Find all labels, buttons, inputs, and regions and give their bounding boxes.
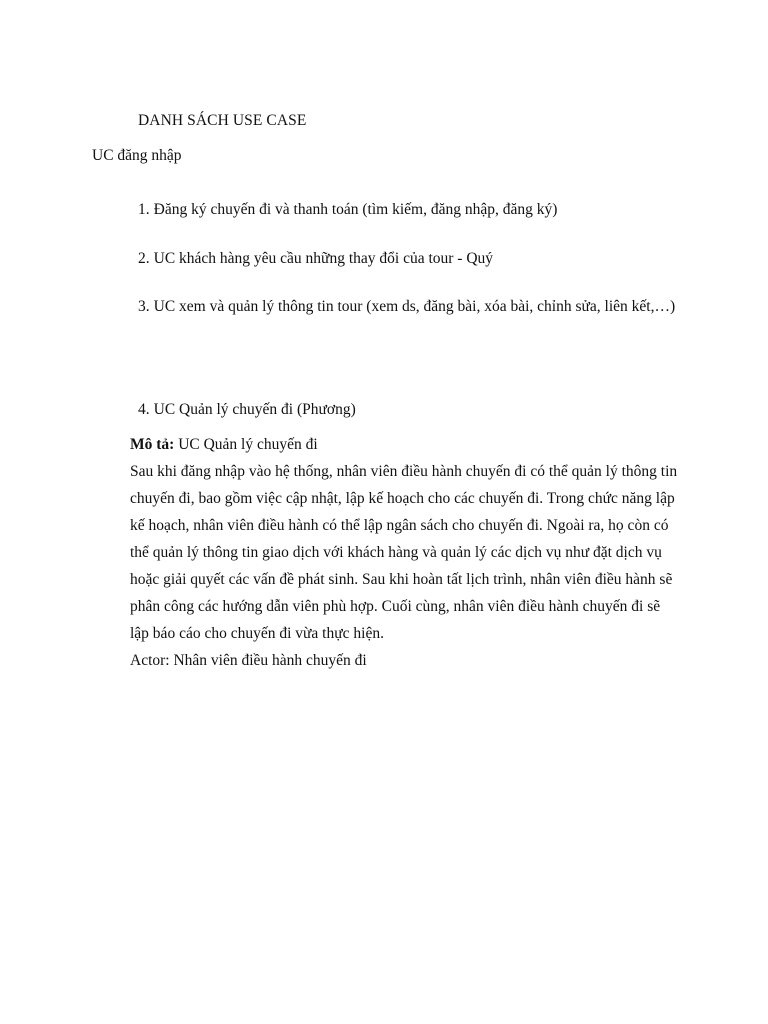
use-case-number: 1.	[138, 201, 150, 218]
subheading-login-uc: UC đăng nhập	[92, 147, 182, 164]
description-label: Mô tả:	[130, 436, 175, 453]
use-case-item-2	[138, 244, 678, 273]
use-case-number: 2.	[138, 250, 150, 267]
document-title: DANH SÁCH USE CASE	[138, 112, 307, 129]
description-heading	[130, 431, 678, 458]
description-body: Sau khi đăng nhập vào hệ thống, nhân viên điều hành chuyến đi có thể quản lý thông tin chuyến đi, bao gồm việc cập nhật, lập kế hoạch cho các chuyến đi. Trong chức năng lập kế hoạch, nhân viên điều hành có thể lập ngân sách cho chuyến đi. Ngoài ra, họ còn có thể quản lý thông tin giao dịch với khách hàng và quản lý các dịch vụ như đặt dịch vụ hoặc giải quyết các vấn đề phát sinh. Sau khi hoàn tất lịch trình, nhân viên điều hành sẽ phân công các hướng dẫn viên phù hợp. Cuối cùng, nhân viên điều hành chuyến đi sẽ lập báo cáo cho chuyến đi vừa thực hiện.	[130, 463, 678, 642]
use-case-text: UC Quản lý chuyến đi (Phương)	[153, 401, 356, 418]
use-case-description	[130, 431, 678, 674]
description-actor: Actor: Nhân viên điều hành chuyến đi	[130, 652, 367, 669]
description-uc-name: UC Quản lý chuyến đi	[178, 436, 318, 453]
use-case-text: UC khách hàng yêu cầu những thay đổi của tour - Quý	[153, 250, 494, 267]
use-case-item-3	[138, 292, 678, 321]
use-case-text: Đăng ký chuyến đi và thanh toán (tìm kiếm, đăng nhập, đăng ký)	[153, 201, 558, 218]
use-case-number: 3.	[138, 298, 150, 315]
use-case-item-4	[138, 395, 678, 424]
use-case-text: UC xem và quản lý thông tin tour (xem ds, đăng bài, xóa bài, chỉnh sửa, liên kết,…)	[153, 298, 676, 315]
use-case-item-1	[138, 195, 678, 224]
use-case-number: 4.	[138, 401, 150, 418]
